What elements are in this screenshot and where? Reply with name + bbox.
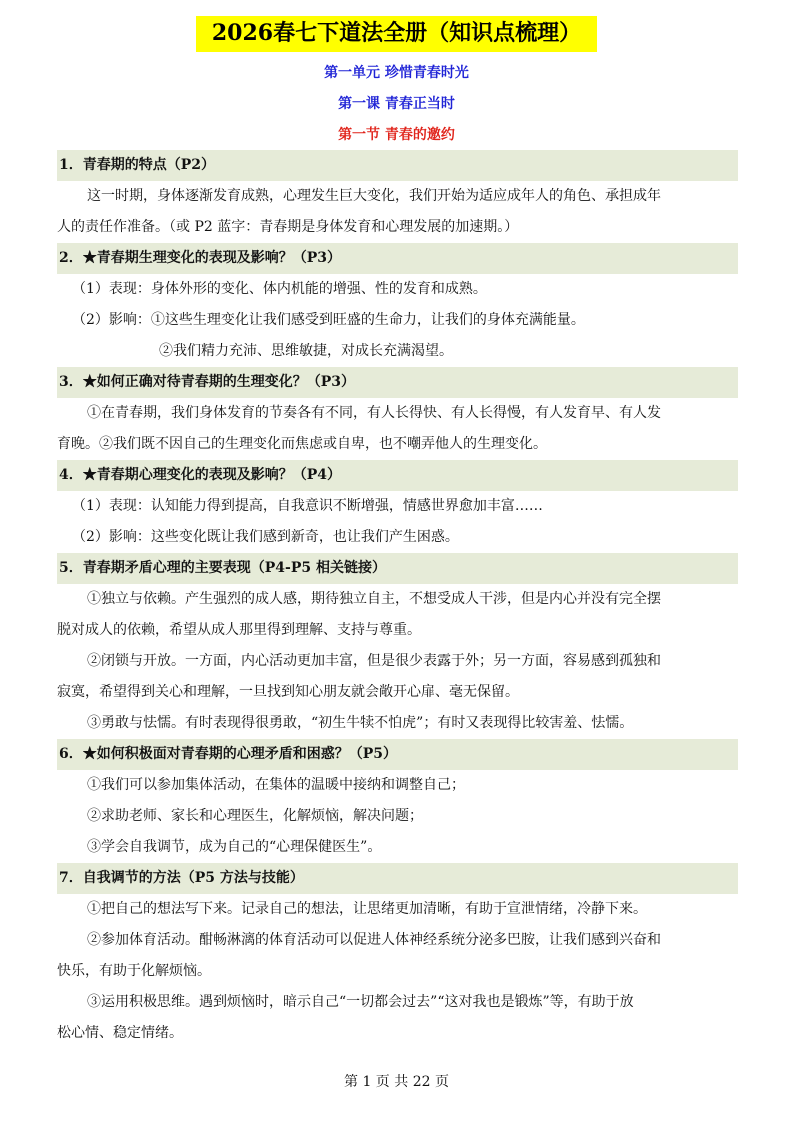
item-heading: 3．★如何正确对待青春期的生理变化？（P3）: [57, 367, 738, 398]
paragraph-line: ②求助老师、家长和心理医生，化解烦恼，解决问题；: [87, 808, 423, 824]
paragraph-line: ③勇敢与怯懦。有时表现得很勇敢，“初生牛犊不怕虎”；有时又表现得比较害羞、怯懦。: [87, 715, 634, 731]
paragraph-line: 脱对成人的依赖，希望从成人那里得到理解、支持与尊重。: [57, 622, 421, 638]
paragraph-line: （1）表现：身体外形的变化、体内机能的增强、性的发育和成熟。: [72, 281, 487, 297]
page-title: 2026春七下道法全册（知识点梳理）: [196, 16, 597, 52]
paragraph-line: 快乐，有助于化解烦恼。: [57, 963, 211, 979]
paragraph-line: （1）表现：认知能力得到提高，自我意识不断增强，情感世界愈加丰富……: [72, 498, 543, 514]
paragraph-line: 这一时期，身体逐渐发育成熟，心理发生巨大变化，我们开始为适应成年人的角色、承担成年: [87, 188, 661, 204]
paragraph-line: ②参加体育活动。酣畅淋漓的体育活动可以促进人体神经系统分泌多巴胺，让我们感到兴奋和: [87, 932, 661, 948]
paragraph-line: ①把自己的想法写下来。记录自己的想法，让思绪更加清晰，有助于宣泄情绪，冷静下来。: [87, 901, 647, 917]
paragraph-line: ①我们可以参加集体活动，在集体的温暖中接纳和调整自己；: [87, 777, 465, 793]
item-heading: 2．★青春期生理变化的表现及影响？（P3）: [57, 243, 738, 274]
page-footer: 第 1 页 共 22 页: [344, 1074, 449, 1090]
paragraph-line: 人的责任作准备。（或 P2 蓝字：青春期是身体发育和心理发展的加速期。）: [57, 219, 519, 235]
paragraph-line: ①独立与依赖。产生强烈的成人感，期待独立自主，不想受成人干涉，但是内心并没有完全摆: [87, 591, 661, 607]
paragraph-line: ③学会自我调节，成为自己的“心理保健医生”。: [87, 839, 382, 855]
item-heading: 5．青春期矛盾心理的主要表现（P4-P5 相关链接）: [57, 553, 738, 584]
paragraph-line: （2）影响：这些变化既让我们感到新奇，也让我们产生困惑。: [72, 529, 459, 545]
paragraph-line: 寂寞，希望得到关心和理解，一旦找到知心朋友就会敞开心扉、毫无保留。: [57, 684, 519, 700]
paragraph-line: （2）影响：①这些生理变化让我们感受到旺盛的生命力，让我们的身体充满能量。: [72, 312, 585, 328]
title-wrap: [0, 16, 793, 52]
paragraph-line: ①在青春期，我们身体发育的节奏各有不同，有人长得快、有人长得慢，有人发育早、有人发: [87, 405, 661, 421]
item-heading: 1．青春期的特点（P2）: [57, 150, 738, 181]
paragraph-line: ③运用积极思维。遇到烦恼时，暗示自己“一切都会过去”“这对我也是锻炼”等，有助于放: [87, 994, 634, 1010]
knowledge-content: [57, 150, 738, 1049]
paragraph-line: ②闭锁与开放。一方面，内心活动更加丰富，但是很少表露于外；另一方面，容易感到孤独和: [87, 653, 661, 669]
lesson-heading: 第一课 青春正当时: [338, 96, 455, 112]
paragraph-line: 松心情、稳定情绪。: [57, 1025, 183, 1041]
item-heading: 7．自我调节的方法（P5 方法与技能）: [57, 863, 738, 894]
section-heading: 第一节 青春的邀约: [338, 127, 455, 143]
paragraph-line: 育晚。②我们既不因自己的生理变化而焦虑或自卑，也不嘲弄他人的生理变化。: [57, 436, 547, 452]
item-heading: 6．★如何积极面对青春期的心理矛盾和困惑？（P5）: [57, 739, 738, 770]
item-heading: 4．★青春期心理变化的表现及影响？（P4）: [57, 460, 738, 491]
unit-heading: 第一单元 珍惜青春时光: [324, 65, 469, 81]
paragraph-line: ②我们精力充沛、思维敏捷，对成长充满渴望。: [159, 343, 453, 359]
